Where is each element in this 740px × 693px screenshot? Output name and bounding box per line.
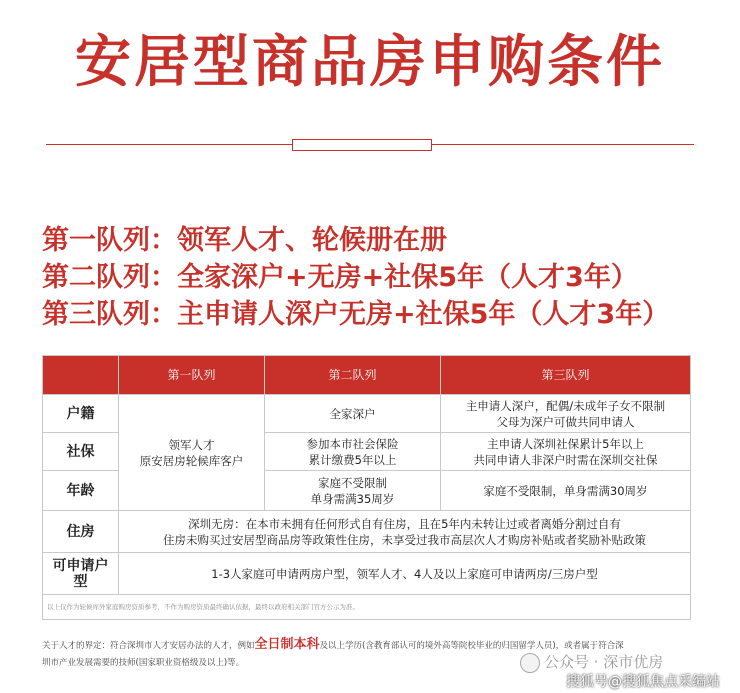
queue-item-1: 第一队列：领军人才、轮候册在册 [42,225,447,256]
row-label-age: 年龄 [43,471,119,511]
footnote-line-2: 圳市产业发展需要的技师(国家职业资格级及以上)等。 [42,658,245,668]
cell-text: 单身需满35周岁 [310,491,395,506]
header-queue-2: 第二队列 [265,356,441,395]
cell-text: 住房未购买过安居型商品房等政策性住房，未享受过我市高层次人才购房补贴或者奖励补贴政策 [163,532,646,547]
footnote-highlight: 全日制本科 [254,637,320,652]
header-corner [43,356,119,395]
hukou-queue-3 [441,395,691,433]
queue-item-2: 第二队列：全家深户+无房+社保5年（人才3年） [42,262,638,293]
header-queue-3: 第三队列 [441,356,691,395]
row-label-social-security: 社保 [43,433,119,471]
cell-text: 深圳无房：在本市未拥有任何形式自有住房，且在5年内未转让过或者离婚分割过自有 [188,516,621,531]
social-security-queue-2 [265,433,441,471]
table-header-row [43,356,691,395]
queue-list [42,222,669,333]
cell-text: 全家深户 [329,406,376,421]
cell-text: 累计缴费5年以上 [308,452,397,467]
first-queue-line: 领军人才 [168,437,215,452]
cell-text: 共同申请人非深户时需在深圳交社保 [473,452,658,467]
cell-text: 参加本市社会保险 [306,436,399,451]
sohu-watermark: 搜狐号@搜狐焦点采编站 [566,674,720,690]
footnote-suffix: 及以上学历(含教育部认可的境外高等院校毕业的归国留学人员)，或者属于符合深 [319,641,624,651]
row-label-unit-type: 可申请户型 [43,553,119,595]
age-queue-2 [265,471,441,511]
cell-text: 主申请人深户，配偶/未成年子女不限制 [465,398,666,413]
queue-item-3: 第三队列：主申请人深户无房+社保5年（人才3年） [42,299,670,330]
age-queue-3 [441,471,691,511]
housing-condition [119,511,691,553]
title-divider [0,139,740,151]
wechat-watermark-text: 公众号 · 深市优房 [544,653,664,671]
header-queue-1: 第一队列 [119,356,265,395]
divider-line-right [432,144,694,145]
unit-type-condition: 1-3人家庭可申请两房户型，领军人才、4人及以上家庭可申请两房/三房户型 [119,553,691,595]
divider-line-left [46,144,292,145]
cell-text: 主申请人深圳社保累计5年以上 [487,436,644,451]
footnote-prefix: 关于人才的界定：符合深圳市人才安居办法的人才，例如 [42,641,255,651]
table-row-housing [43,511,691,553]
conditions-table [42,355,691,620]
hukou-queue-2 [265,395,441,433]
social-security-queue-3 [441,433,691,471]
wechat-icon [520,653,540,673]
cell-text: 家庭不受限制，单身需满30周岁 [483,483,648,498]
table-row-note [43,595,691,620]
first-queue-cell [119,395,265,511]
row-label-hukou: 户籍 [43,395,119,433]
row-label-housing: 住房 [43,511,119,553]
first-queue-line: 原安居房轮候库客户 [139,453,244,468]
wechat-watermark [520,651,663,673]
divider-box [292,139,432,151]
page-title: 安居型商品房申购条件 [75,30,665,95]
table-note: 以上仅作为轮候库外家庭购房资质参考，不作为购房资质最终确认依据，最终以政府相关部门官方公示为准。 [43,595,691,620]
cell-text: 家庭不受限制 [318,475,387,490]
cell-text: 父母为深户可做共同申请人 [496,414,635,429]
table-row-unit-type [43,553,691,595]
table-row-hukou [43,395,691,433]
